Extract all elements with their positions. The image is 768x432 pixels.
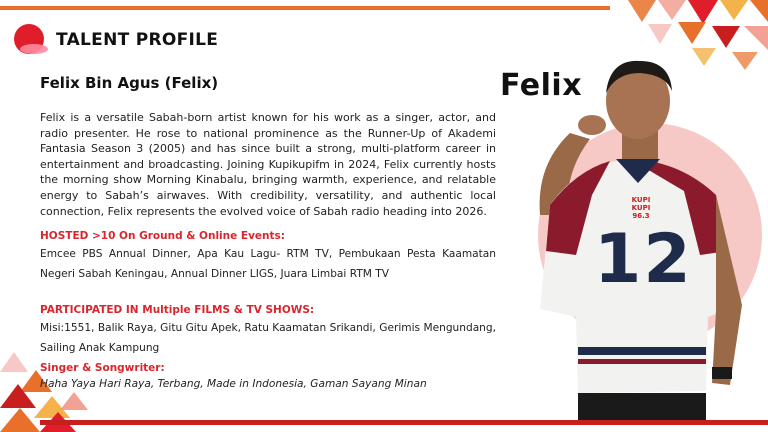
bottom-accent-bar bbox=[40, 420, 768, 425]
page-title: TALENT PROFILE bbox=[56, 30, 219, 50]
talent-name: Felix Bin Agus (Felix) bbox=[40, 74, 219, 92]
jersey-logo: KUPI KUPI 96.3 bbox=[631, 196, 651, 220]
red-blob-icon bbox=[14, 24, 46, 56]
talent-bio: Felix is a versatile Sabah-born artist known for his work as a singer, actor, and radio presenter. He rose to national prominence as the Runner-Up of Akademi Fantasia Season 3 (2005) and has since built a strong, multi-platform career in entertainment and broadcasting. Joining Kupikupifm in 2024, Felix currently hosts the morning show Morning Kinabalu, bringing warmth, experience, and relatable energy to Sabah’s airwaves. With credibility, versatility, and authentic local connection, Felix represents the evolved voice of Sabah radio heading into 2026. bbox=[40, 111, 496, 218]
section-title-films: PARTICIPATED IN Multiple FILMS & TV SHOWS: bbox=[40, 304, 315, 316]
section-body-hosted: Emcee PBS Annual Dinner, Apa Kau Lagu- RTM TV, Pembukaan Pesta Kaamatan Negeri Sabah Keningau, Annual Dinner LIGS, Juara Limbai RTM TV bbox=[40, 248, 496, 280]
photo-name-label: Felix bbox=[500, 68, 583, 103]
section-body-singer: Haha Yaya Hari Raya, Terbang, Made in Indonesia, Gaman Sayang Minan bbox=[40, 378, 427, 390]
jersey-number: 12 bbox=[594, 220, 693, 299]
section-title-hosted: HOSTED >10 On Ground & Online Events: bbox=[40, 230, 285, 242]
section-body-films: Misi:1551, Balik Raya, Gitu Gitu Apek, Ratu Kaamatan Srikandi, Gerimis Mengundang, Sailing Anak Kampung bbox=[40, 322, 496, 354]
slide-header bbox=[14, 24, 218, 56]
section-title-singer: Singer & Songwriter: bbox=[40, 362, 165, 374]
top-accent-bar bbox=[0, 6, 610, 10]
